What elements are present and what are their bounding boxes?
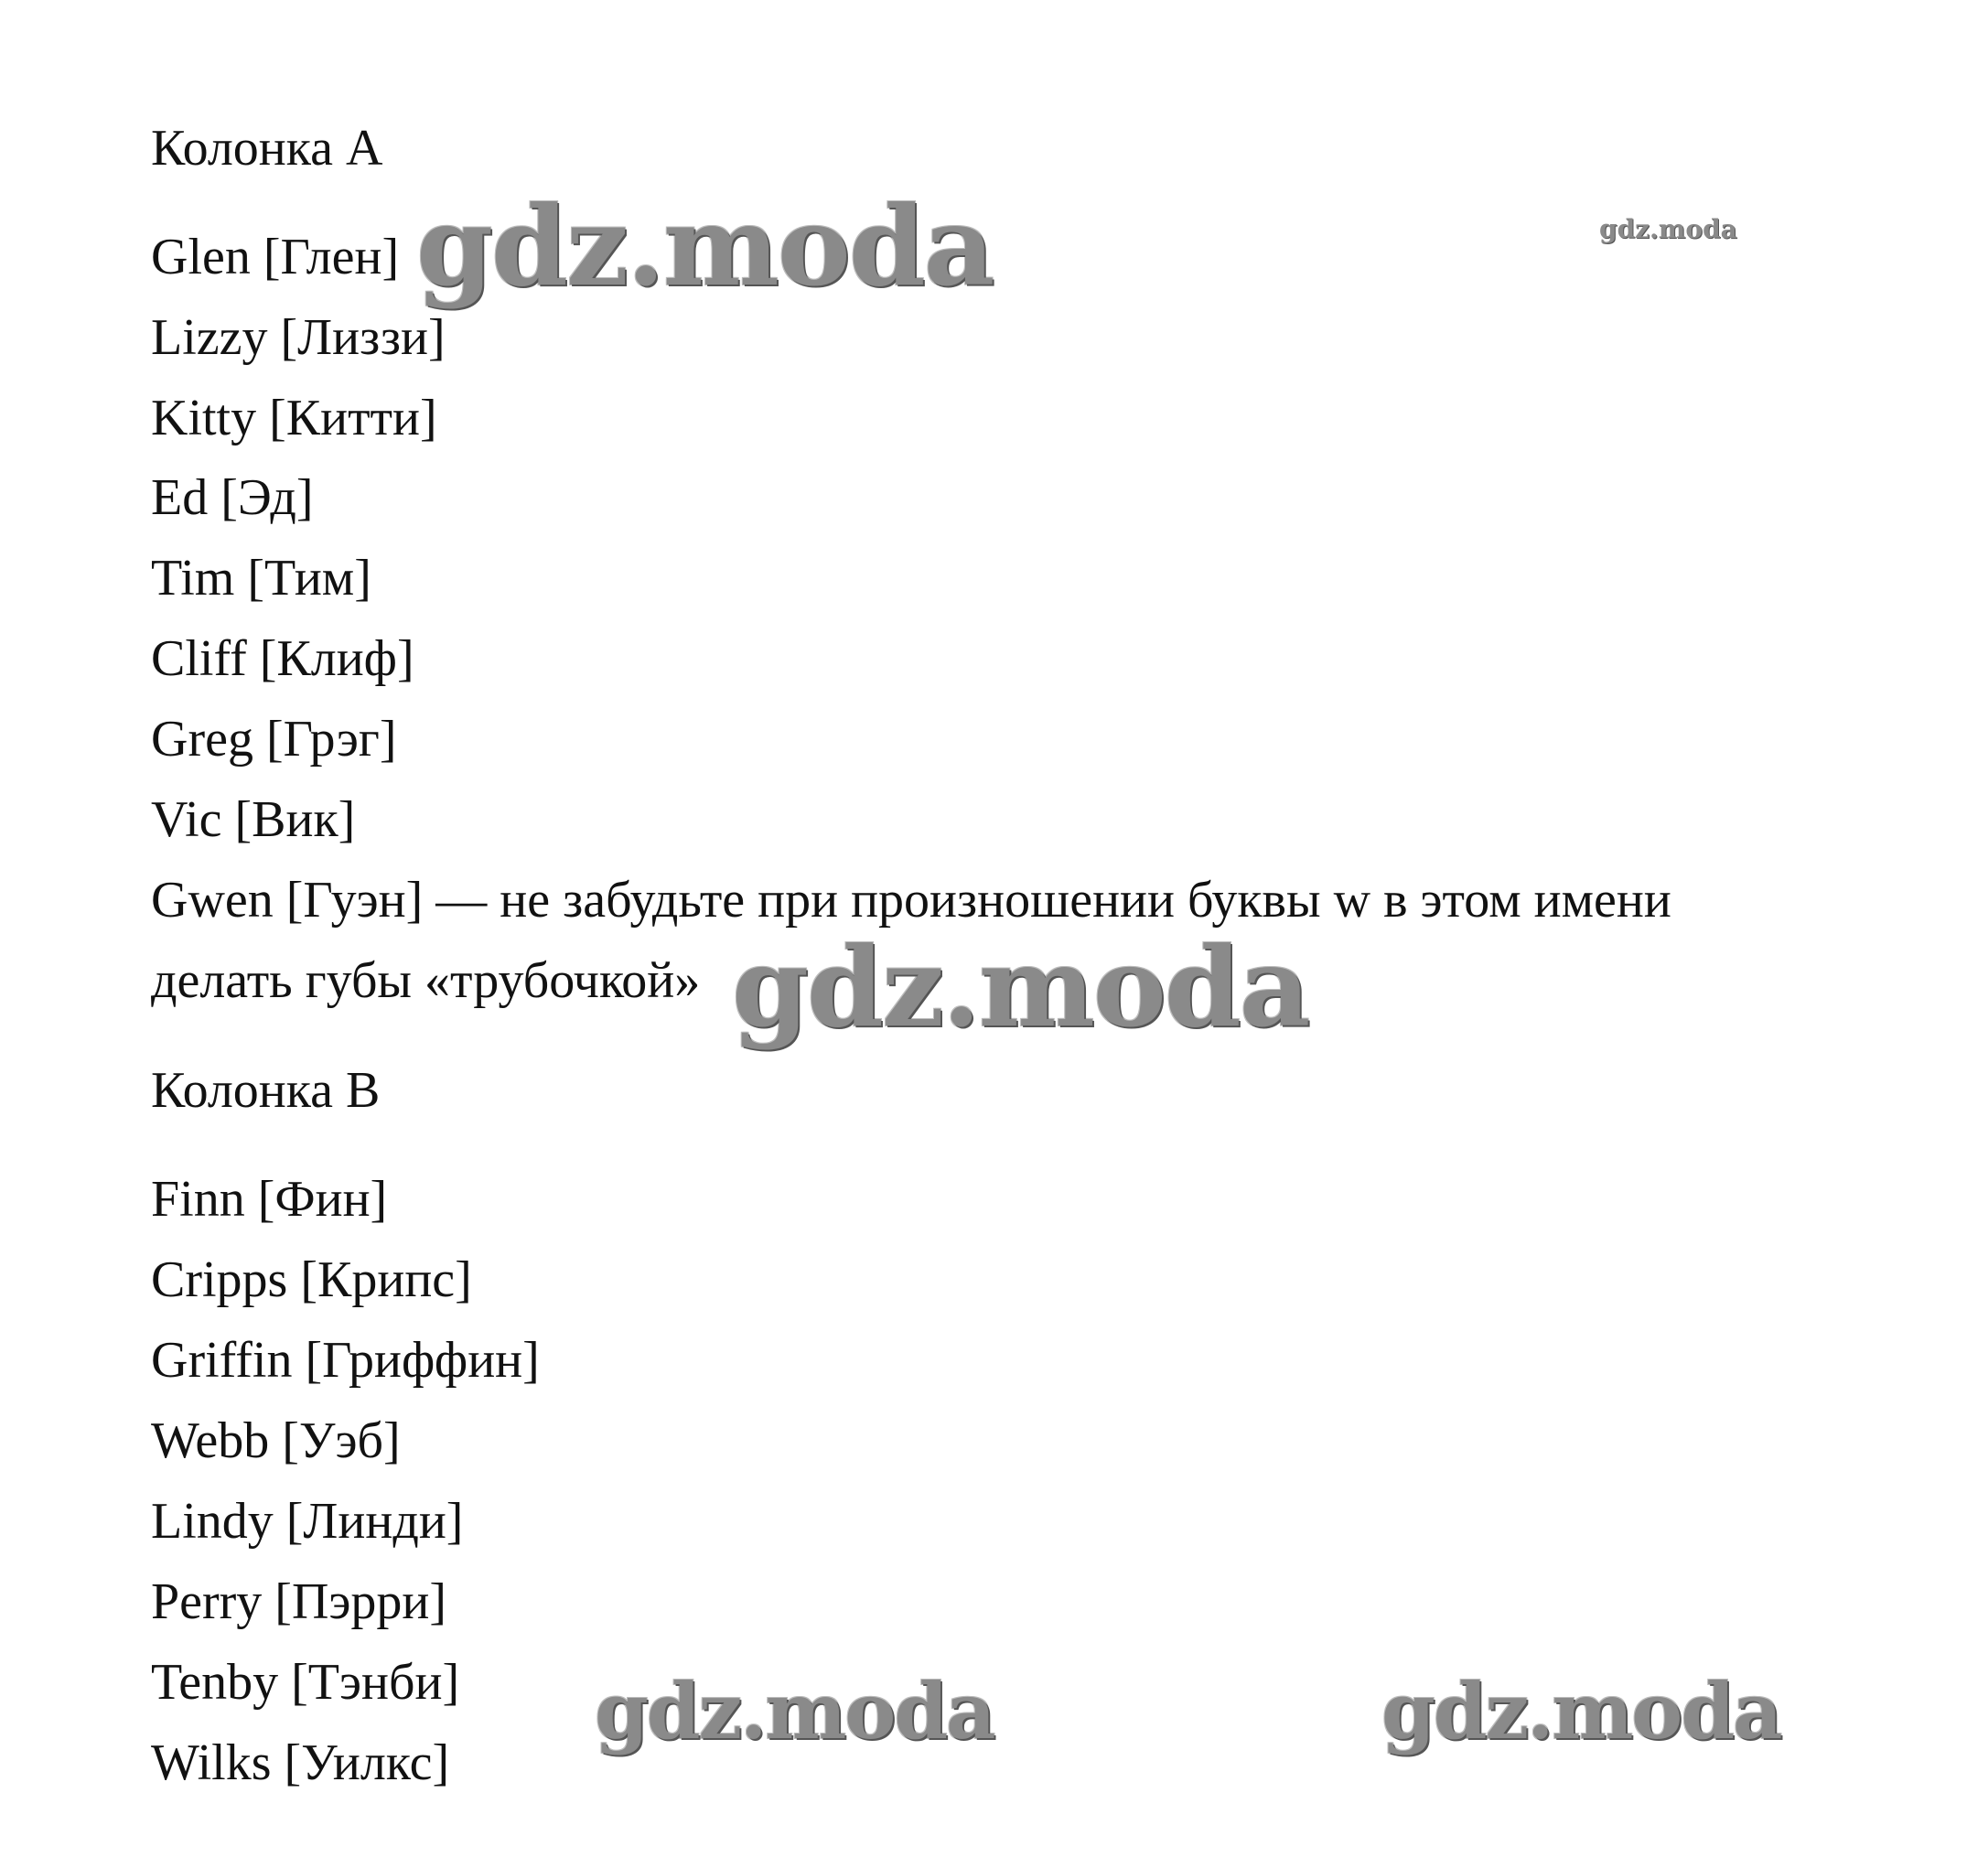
column-a-item: Lizzy [Лиззи] — [151, 309, 446, 366]
column-a-item: Kitty [Китти] — [151, 390, 437, 446]
column-b-item: Tenby [Тэнби] — [151, 1654, 460, 1711]
column-b-item: Cripps [Крипс] — [151, 1251, 472, 1308]
watermark: gdz.moda — [416, 182, 994, 311]
watermark: gdz.moda — [595, 1666, 994, 1756]
column-b-item: Finn [Фин] — [151, 1171, 388, 1228]
column-b-item: Wilks [Уилкс] — [151, 1734, 450, 1791]
column-a-item-continuation: делать губы «трубочкой» — [151, 952, 701, 1009]
column-a-item: Cliff [Клиф] — [151, 630, 414, 687]
column-a-item: Tim [Тим] — [151, 550, 371, 607]
column-a-heading: Колонка А — [151, 120, 383, 177]
watermark: gdz.moda — [1599, 214, 1737, 244]
column-b-item: Perry [Пэрри] — [151, 1573, 447, 1630]
column-a-item: Greg [Грэг] — [151, 711, 397, 768]
watermark: gdz.moda — [732, 923, 1309, 1052]
column-b-item: Griffin [Гриффин] — [151, 1332, 540, 1389]
column-a-item: Ed [Эд] — [151, 469, 314, 526]
watermark: gdz.moda — [1381, 1666, 1781, 1756]
column-a-item: Vic [Вик] — [151, 791, 356, 848]
column-b-item: Webb [Уэб] — [151, 1412, 401, 1469]
column-a-item: Glen [Глен] — [151, 229, 400, 285]
column-b-item: Lindy [Линди] — [151, 1493, 464, 1550]
column-b-heading: Колонка В — [151, 1062, 381, 1119]
column-a-item: Gwen [Гуэн] — не забудьте при произношении буквы w в этом имени — [151, 872, 1671, 929]
